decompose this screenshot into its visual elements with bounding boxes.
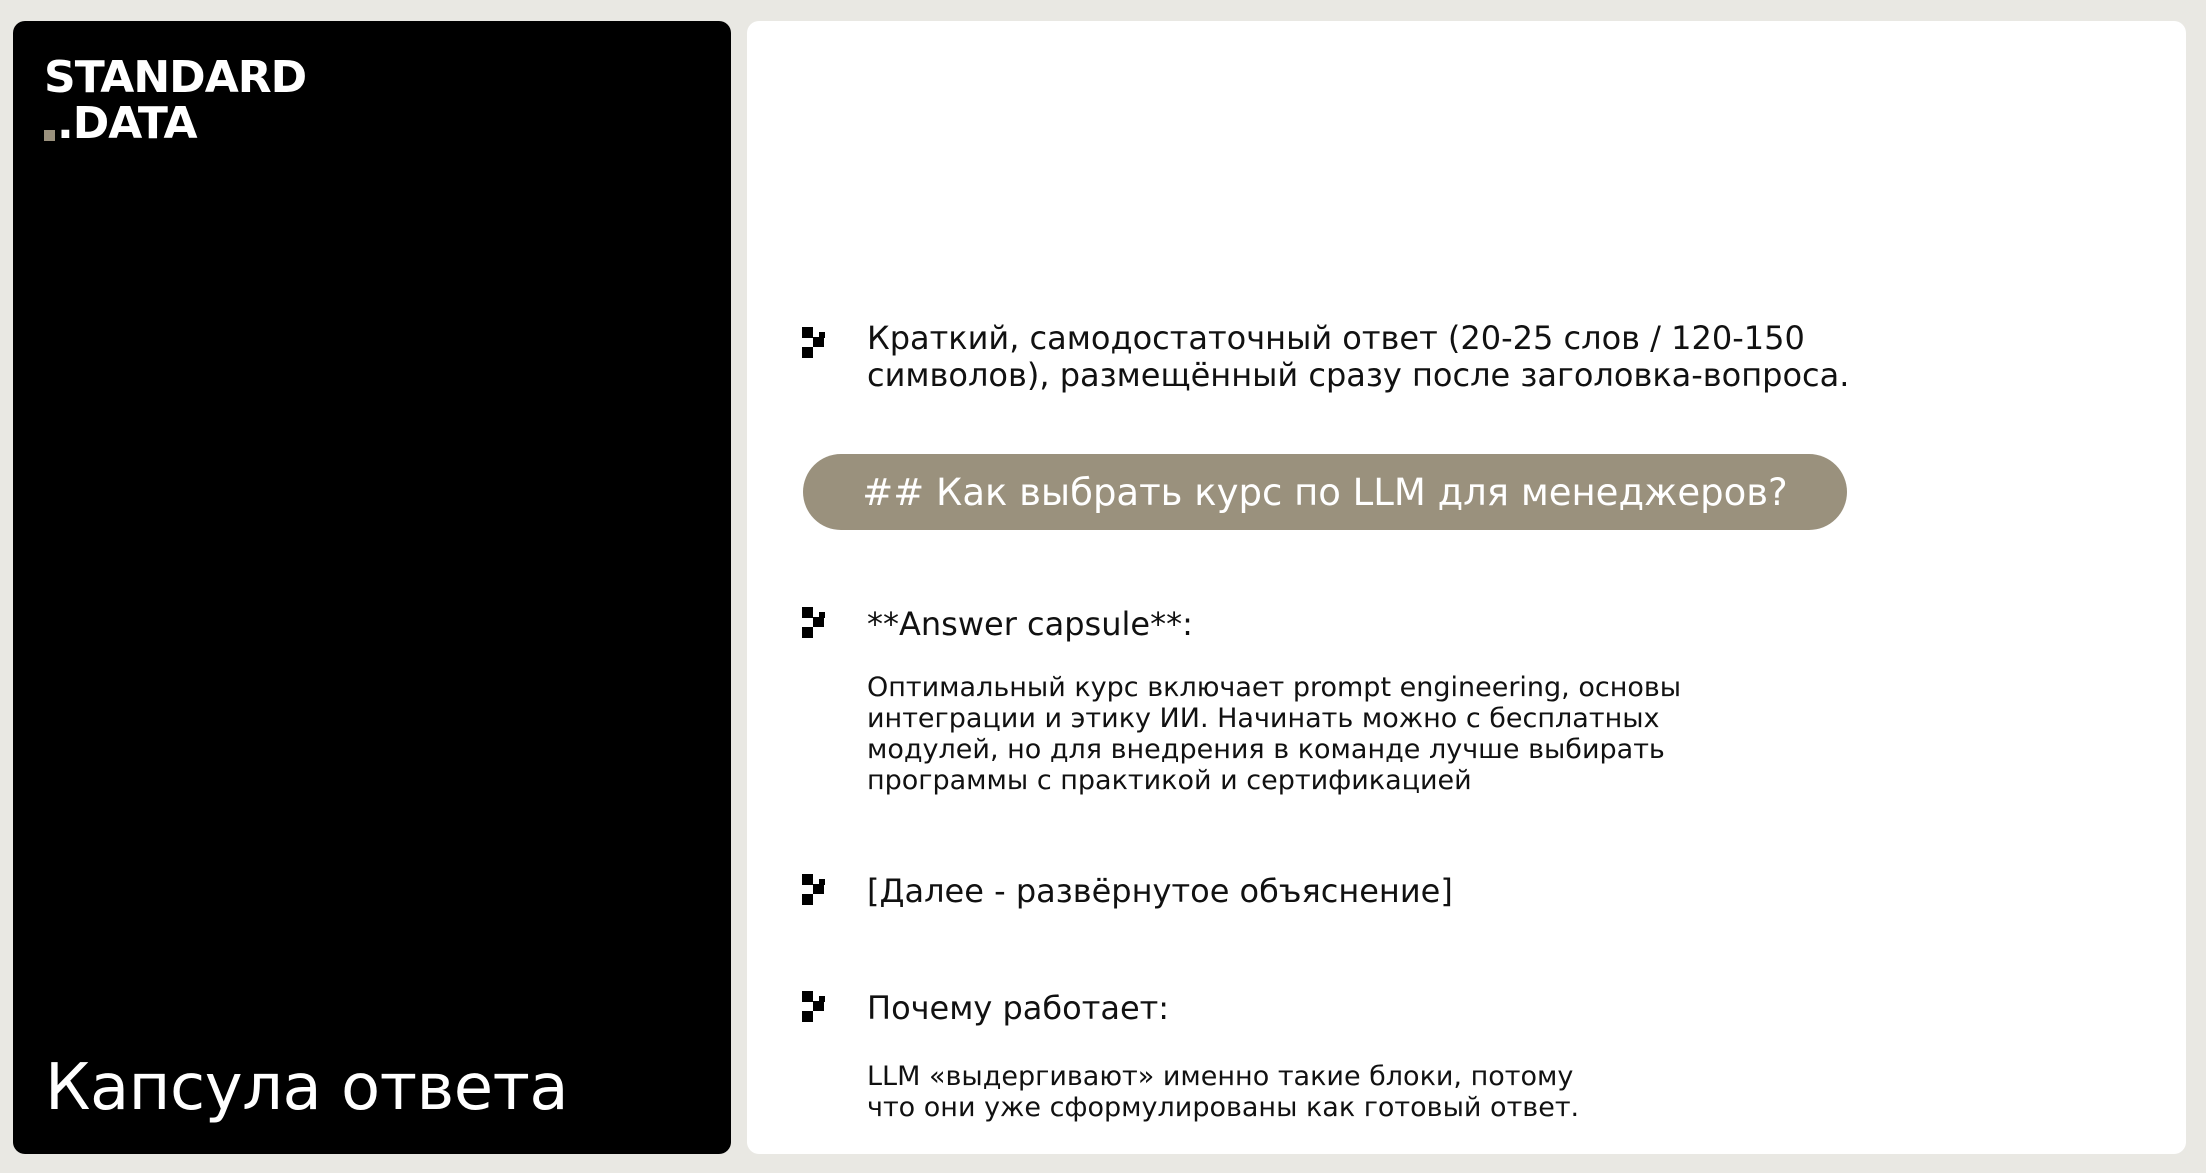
why-label: Почему работает:: [867, 989, 1170, 1027]
right-panel: [747, 21, 2186, 1154]
standard-data-logo: [44, 52, 307, 149]
answer-line: интеграции и этику ИИ. Начинать можно с бесплатных: [867, 703, 1660, 734]
slide-title: Капсула ответа: [45, 1051, 569, 1125]
intro-line-1: Краткий, самодостаточный ответ (20-25 слов / 120-150: [867, 319, 1805, 357]
logo-square-icon: [44, 130, 55, 141]
logo-line-2-wrap: [44, 98, 306, 149]
answer-line: программы с практикой и сертификацией: [867, 765, 1472, 796]
answer-line: Оптимальный курс включает prompt engineering, основы: [867, 672, 1682, 703]
logo-line-2: .DATA: [57, 98, 197, 149]
logo-line-1: STANDARD: [44, 52, 307, 103]
heading-pill: ## Как выбрать курс по LLM для менеджеров?: [803, 454, 1847, 530]
left-panel: [13, 21, 731, 1154]
intro-line-2: символов), размещённый сразу после заголовка-вопроса.: [867, 356, 1850, 394]
pixel-bullet-icon: [802, 991, 830, 1027]
further-explanation: [Далее - развёрнутое объяснение]: [867, 872, 1453, 910]
pixel-bullet-icon: [802, 327, 830, 363]
why-line: LLM «выдергивают» именно такие блоки, потому: [867, 1061, 1574, 1092]
why-line: что они уже сформулированы как готовый ответ.: [867, 1092, 1580, 1123]
answer-capsule-body: [867, 672, 1681, 796]
pixel-bullet-icon: [802, 607, 830, 643]
why-body: [867, 1061, 1579, 1123]
answer-line: модулей, но для внедрения в команде лучше выбирать: [867, 734, 1665, 765]
answer-capsule-label: **Answer capsule**:: [867, 605, 1193, 643]
intro-text: [867, 320, 1849, 394]
pixel-bullet-icon: [802, 874, 830, 910]
